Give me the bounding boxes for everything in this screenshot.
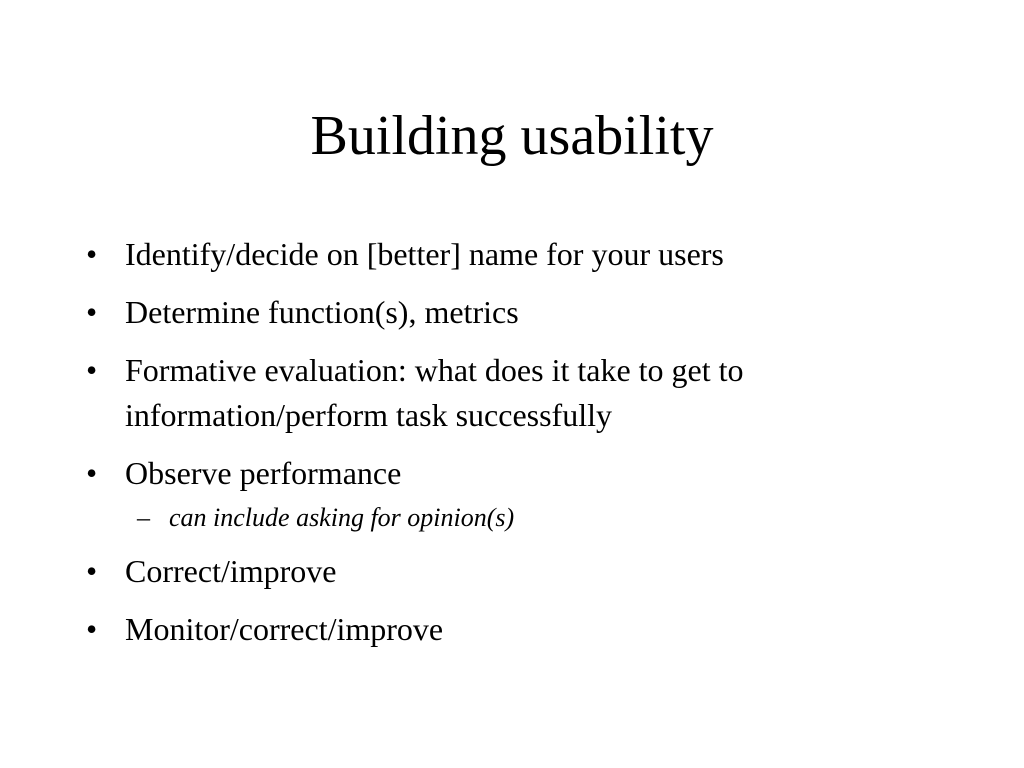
bullet-item [86,290,946,335]
bullet-icon: • [86,294,98,330]
dash-icon: – [137,503,150,532]
sub-bullet-item [137,500,946,536]
bullet-text: Observe performance [125,455,402,491]
bullet-item [86,232,946,277]
bullet-icon: • [86,611,98,647]
bullet-item [86,348,946,438]
sub-bullet-text: can include asking for opinion(s) [169,503,515,532]
bullet-icon: • [86,236,98,272]
bullet-text: Identify/decide on [better] name for your users [125,236,724,272]
bullet-icon: • [86,455,98,491]
bullet-text: Determine function(s), metrics [125,294,519,330]
bullet-text: Formative evaluation: what does it take to get to information/perform task successfully [125,352,744,433]
bullet-text: Monitor/correct/improve [125,611,444,647]
bullet-list [86,232,946,665]
sub-bullet-list [125,500,946,536]
bullet-item [86,451,946,536]
bullet-text: Correct/improve [125,553,337,589]
bullet-icon: • [86,553,98,589]
bullet-item [86,607,946,652]
bullet-item [86,549,946,594]
bullet-icon: • [86,352,98,388]
slide-title: Building usability [310,105,714,167]
